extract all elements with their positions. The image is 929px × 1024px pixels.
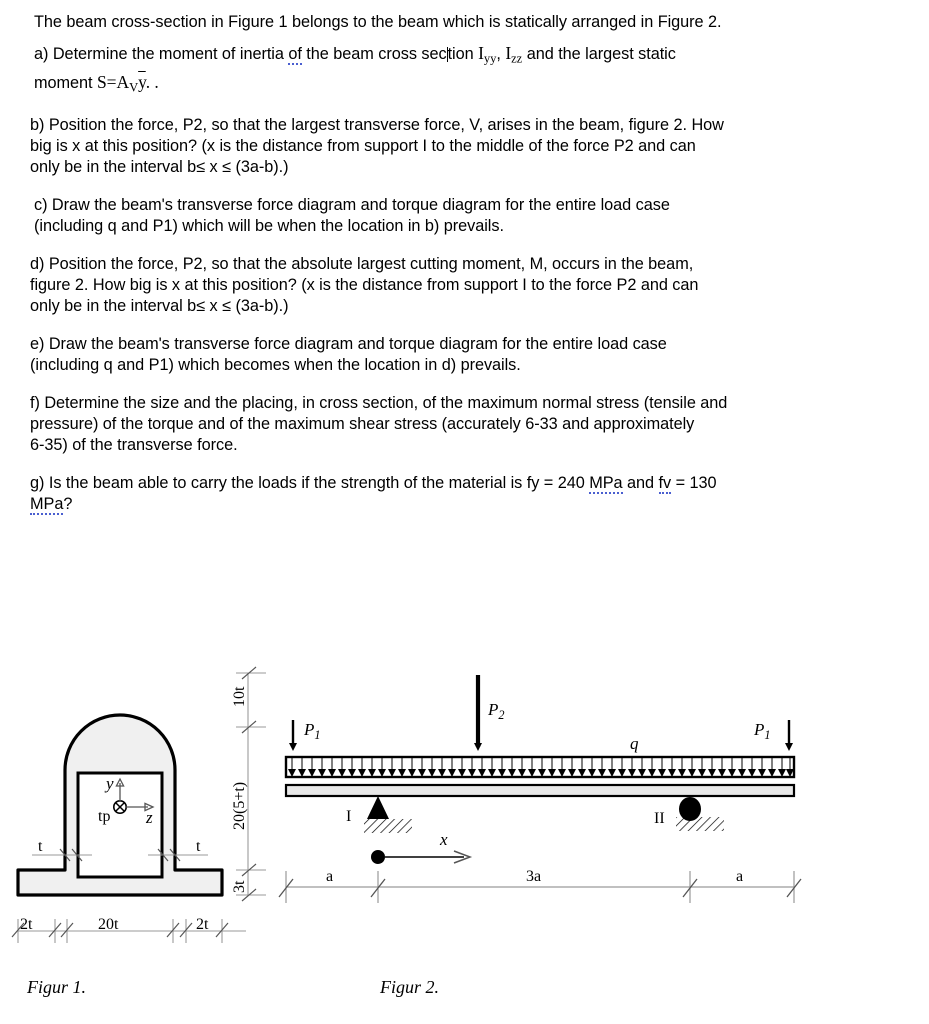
item-d-line3: only be in the interval b≤ x ≤ (3a-b).) [30,297,289,316]
item-a-pre: a) Determine the moment of inertia [34,45,289,63]
item-b-line3: only be in the interval b≤ x ≤ (3a-b).) [30,158,289,177]
spellcheck-word-mpa-1: MPa [589,474,623,493]
horizontal-dimension-chain [12,919,246,943]
item-d-line1: d) Position the force, P2, so that the absolute largest cutting moment, M, occurs in the beam, [30,255,694,274]
centroid-label: tp [98,808,111,825]
item-b [30,115,901,178]
support-I-pin [364,796,412,833]
dim-bottom-label: 3t [231,880,248,893]
dim-left-flange-label: 2t [20,916,33,933]
item-c [30,195,901,237]
figure-1-caption: Figur 1. [27,977,87,997]
thickness-right-label: t [196,838,201,855]
item-a-mid: the beam cross sec [301,45,447,63]
spellcheck-word-mpa-2: MPa [30,495,64,514]
support-II-roller [676,797,724,831]
spellcheck-word-fv: fv [658,474,672,493]
dim-mid-label: 20(5+t) [231,781,248,830]
item-a-line2 [30,72,901,99]
item-a [30,43,901,70]
symbol-Iyy: $I_{yy}$ [478,43,497,66]
item-a-tail: and the largest static [522,45,676,63]
item-a-comma: , [496,45,506,63]
dim-3a-label: 3a [526,868,542,885]
dim-a-right-label: a [736,868,744,885]
item-b-line2: big is x at this position? (x is the distance from support I to the middle of the force P2 and can [30,137,696,156]
formula-static-moment: $S=A_V\overline{y}$. . [97,71,159,95]
dim-width-label: 20t [98,916,119,933]
thickness-left-label: t [38,838,43,855]
dim-right-flange-label: 2t [196,916,209,933]
figures-area [0,655,929,1024]
dim-a-left-label: a [326,868,334,885]
force-P2-label: $P_2$ [488,700,505,722]
coordinate-x-arrow [371,850,470,864]
figure-1-cross-section [10,655,300,975]
intro-paragraph [30,12,901,33]
item-g-mid: and [622,474,659,493]
dim-top-label: 10t [231,686,248,707]
item-d-line2: figure 2. How big is x at this position? (x is the distance from support I to the force P2 and can [30,276,699,295]
force-P1-left-label: $P_1$ [304,720,321,742]
figure-2-caption: Figur 2. [380,977,440,997]
force-P1-right-label: $P_1$ [754,720,771,742]
item-f-line1: f) Determine the size and the placing, in cross section, of the maximum normal stress (tensile and [30,394,728,413]
item-f [30,393,901,456]
intro-text: The beam cross-section in Figure 1 belongs to the beam which is statically arranged in Figure 2. [34,13,722,31]
item-e-line1: e) Draw the beam's transverse force diagram and torque diagram for the entire load case [30,335,667,354]
figure-2-beam-layout [268,665,828,975]
item-e-line2: (including q and P1) which becomes when the location in d) prevails. [30,356,521,375]
item-g-tail: = 130 [671,474,717,493]
support-I-label: I [346,808,352,825]
spellcheck-word-of: of [288,45,302,63]
axis-z-label: z [146,808,153,827]
item-b-line1: b) Position the force, P2, so that the largest transverse force, V, arises in the beam, figure 2. How [30,116,724,135]
axis-y-label: y [106,774,114,793]
item-c-line1: c) Draw the beam's transverse force diagram and torque diagram for the entire load case [34,196,670,215]
distributed-load-q [286,757,794,777]
beam-bar [286,785,794,796]
centroid-marker [114,801,126,813]
item-a-moment-label: moment [34,73,97,92]
item-c-line2: (including q and P1) which will be when the location in b) prevails. [34,217,504,236]
item-f-line3: 6-35) of the transverse force. [30,436,238,455]
support-II-label: II [654,810,665,827]
item-g-line2-tail: ? [63,495,73,514]
coordinate-x-label: x [440,830,448,849]
item-g-pre: g) Is the beam able to carry the loads if the strength of the material is fy = 240 [30,474,590,493]
symbol-Izz: $I_{zz}$ [505,43,523,66]
item-d [30,254,901,317]
item-f-line2: pressure) of the torque and of the maximum shear stress (accurately 6-33 and approximately [30,415,695,434]
item-a-after-caret: tion [447,45,474,63]
item-e [30,334,901,376]
item-g [30,473,901,515]
distributed-load-label: q [630,734,639,753]
